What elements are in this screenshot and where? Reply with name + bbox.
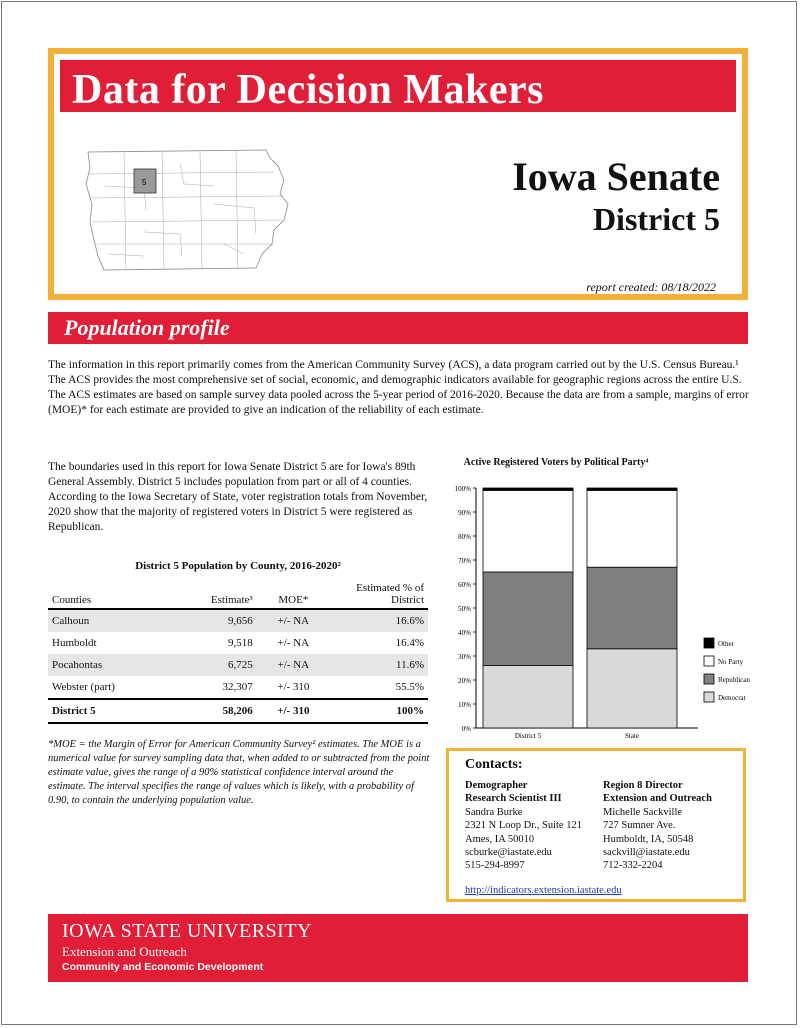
cell-moe: +/- NA (257, 654, 330, 676)
report-created-date: report created: 08/18/2022 (586, 280, 716, 294)
y-tick-label: 30% (458, 653, 471, 661)
contact-address: 2321 N Loop Dr., Suite 121 (465, 820, 582, 832)
cell-county: Humboldt (52, 637, 97, 649)
cell-moe: +/- NA (277, 637, 310, 649)
y-tick-label: 80% (458, 533, 471, 541)
table-row (48, 654, 428, 676)
cell-pct: 16.6% (330, 609, 428, 632)
cell-county: Calhoun (48, 609, 166, 632)
iowa-outline (86, 150, 288, 270)
cell-pct: 16.4% (395, 637, 424, 649)
table-row (48, 609, 428, 632)
contact-name: Michelle Sackville (603, 806, 683, 818)
district-title-line1: Iowa Senate (512, 154, 720, 199)
x-category-label: District 5 (514, 732, 542, 740)
map-district-label: 5 (142, 178, 147, 187)
bar-segment-democrat (483, 666, 573, 728)
contact-right (603, 779, 712, 873)
y-tick-label: 100% (454, 485, 471, 493)
bar-segment-other (483, 488, 573, 490)
section-band (48, 312, 748, 344)
col-header-counties: Counties (48, 580, 166, 609)
footer-unit: Extension and Outreach (62, 944, 187, 959)
bar-segment-republican (483, 572, 573, 666)
district-title (512, 154, 720, 238)
col-header-moe: MOE* (257, 580, 330, 609)
legend-label: Republican (718, 676, 750, 684)
contact-city: Humboldt, IA, 50548 (603, 833, 694, 845)
y-tick-label: 50% (458, 605, 471, 613)
col-header-pct: Estimated % of District (330, 580, 428, 609)
contact-email[interactable]: sackvill@iastate.edu (603, 847, 690, 859)
table-title: District 5 Population by County, 2016-2020² (135, 560, 341, 572)
legend-swatch (704, 674, 714, 684)
y-tick-label: 60% (458, 581, 471, 589)
legend-swatch (704, 638, 714, 648)
cell-county: Pocahontas (48, 654, 166, 676)
x-category-label: State (625, 732, 639, 740)
contact-role: Extension and Outreach (603, 793, 712, 805)
col-header-estimate: Estimate³ (166, 580, 257, 609)
cell-pct: 100% (330, 699, 428, 723)
boundaries-paragraph: The boundaries used in this report for Iowa Senate District 5 are for Iowa's 89th General Assembly. District 5 includes population from part or all of 4 counties. According to the Iowa Secretary of State, voter registration totals from November, 2020 show that the majority of registered voters in District 5 were registered as Republican. (48, 461, 428, 533)
voter-registration-chart (446, 454, 750, 746)
contact-role: Region 8 Director (603, 780, 683, 791)
contact-left (465, 779, 582, 873)
district-title-line2: District 5 (592, 201, 720, 237)
legend-label: No Party (718, 658, 744, 666)
bar-segment-republican (587, 567, 677, 649)
footer-university: IOWA STATE UNIVERSITY (62, 920, 312, 942)
cell-estimate: 6,725 (166, 654, 257, 676)
bar-segment-democrat (587, 649, 677, 728)
iowa-district-map (84, 144, 294, 274)
table-row (48, 676, 428, 699)
header-box (48, 48, 748, 300)
table-row (48, 632, 428, 654)
cell-estimate: 58,206 (166, 699, 257, 723)
cell-estimate: 9,656 (166, 609, 257, 632)
cell-estimate: 32,307 (222, 681, 253, 693)
page-title: Data for Decision Makers (72, 67, 544, 113)
population-table (48, 580, 428, 724)
cell-county: District 5 (48, 699, 166, 723)
header-band (60, 60, 736, 112)
cell-moe: +/- 310 (257, 699, 330, 723)
contact-role: Research Scientist III (465, 793, 562, 805)
y-tick-label: 10% (458, 701, 471, 709)
y-tick-label: 90% (458, 509, 471, 517)
contact-phone: 515-294-8997 (465, 860, 525, 872)
cell-moe: +/- NA (257, 609, 330, 632)
bar-segment-no-party (483, 490, 573, 572)
y-tick-label: 40% (458, 629, 471, 637)
legend-swatch (704, 656, 714, 666)
contact-name: Sandra Burke (465, 806, 523, 818)
chart-title: Active Registered Voters by Political Party⁴ (463, 457, 649, 468)
indicators-link[interactable]: http://indicators.extension.iastate.edu (465, 885, 622, 896)
contacts-heading: Contacts: (465, 757, 523, 772)
contact-role: Demographer (465, 780, 528, 791)
moe-footnote: *MOE = the Margin of Error for American Community Survey² estimates. The MOE is a numerical value for survey sampling data that, when added to or subtracted from the point estimate value, gives the range of a 90% statistical confidence interval around the estimate. The interval specifies the range of values which is likely, with a probability of 0.90, to contain the underlying population value. (48, 739, 430, 806)
cell-moe: +/- 310 (277, 681, 310, 693)
y-tick-label: 20% (458, 677, 471, 685)
legend-label: Democrat (718, 694, 746, 702)
cell-pct: 11.6% (330, 654, 428, 676)
contacts-box (446, 748, 746, 902)
footer-band (48, 914, 748, 982)
contact-email[interactable]: scburke@iastate.edu (465, 847, 552, 859)
table-total-row (48, 699, 428, 723)
cell-county: Webster (part) (52, 681, 115, 693)
contact-phone: 712-332-2204 (603, 860, 663, 872)
cell-pct: 55.5% (395, 681, 424, 693)
table-header-row (48, 580, 428, 609)
intro-paragraph: The information in this report primarily comes from the American Community Survey (ACS), a data program carried out by the U.S. Census Bureau.¹ The ACS provides the most comprehensive set of social, economic, and demographic indicators available for geographic regions across the entire U.S. The ACS estimates are based on sample survey data pooled across the 5-year period of 2016-2020. Because the data are from a sample, margins of error (MOE)* for each estimate are provided to give an indication of the reliability of each estimate. (48, 359, 749, 416)
y-tick-label: 70% (458, 557, 471, 565)
cell-estimate: 9,518 (227, 637, 253, 649)
bar-segment-no-party (587, 490, 677, 567)
bar-segment-other (587, 488, 677, 490)
footer-program: Community and Economic Development (62, 961, 264, 973)
section-title: Population profile (64, 315, 230, 340)
contact-address: 727 Sumner Ave. (603, 820, 676, 832)
legend-swatch (704, 692, 714, 702)
contact-city: Ames, IA 50010 (465, 833, 535, 845)
y-tick-label: 0% (461, 725, 471, 733)
legend-label: Other (718, 640, 734, 648)
